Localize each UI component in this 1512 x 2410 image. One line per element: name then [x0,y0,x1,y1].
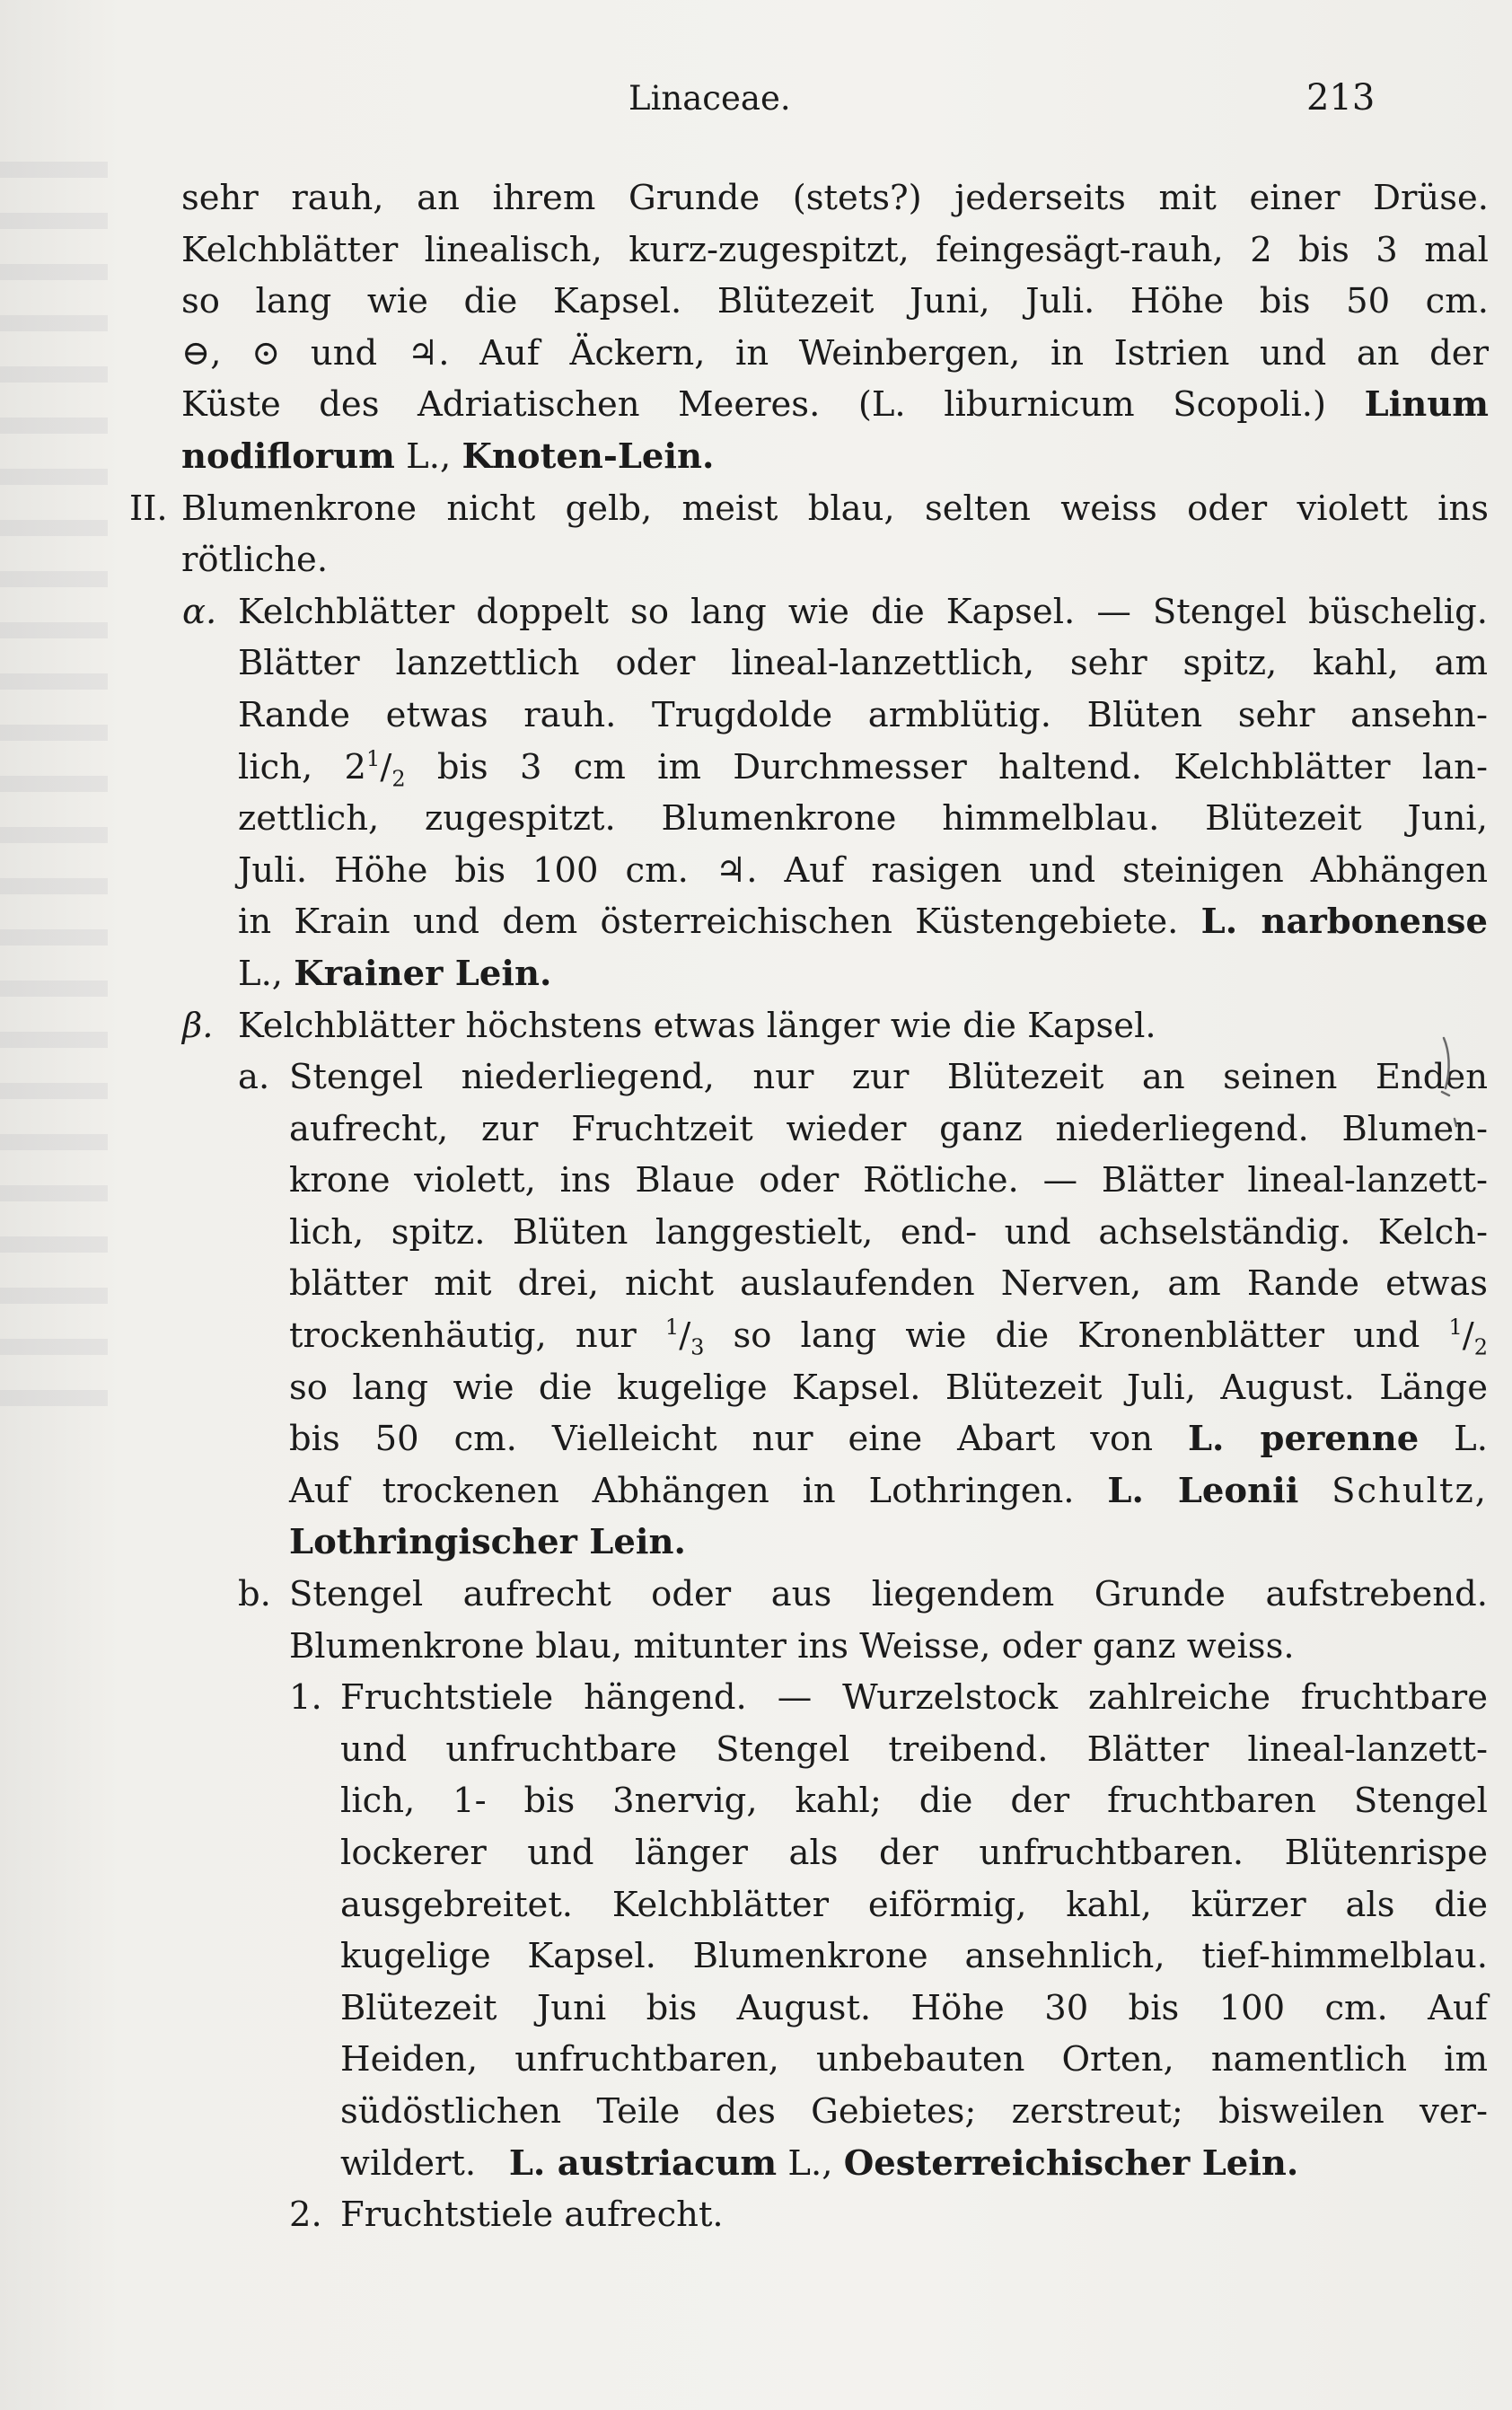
text-line: Blütezeit Juni bis August. Höhe 30 bis 100 cm. Auf [340,1987,1488,2028]
text-line: lich, spitz. Blüten langgestielt, end- und achselständig. Kelch- [289,1211,1488,1253]
a-line: a. Stengel niederliegend, nur zur Blütezeit an seinen Enden [289,1051,1488,1104]
beta-line: β. Kelchblätter höchstens etwas länger wie die Kapsel. [238,1000,1488,1052]
text-line: so lang wie die Kapsel. Blütezeit Juni, Juli. Höhe bis 50 cm. [181,281,1489,322]
text-line: Auf trockenen Abhängen in Lothringen. L. Leonii Schultz, [289,1470,1488,1511]
item-2-marker: 2. [289,2195,322,2236]
text-line: Küste des Adriatischen Meeres. (L. liburnicum Scopoli.) Linum [181,384,1489,426]
text-line: Lothringischer Lein. [289,1522,686,1563]
text-line: Blätter lanzettlich oder lineal-lanzettlich, sehr spitz, kahl, am [238,643,1488,684]
text-line: kugelige Kapsel. Blumenkrone ansehnlich, tief-himmelblau. [340,1936,1488,1977]
text-line: Juli. Höhe bis 100 cm. ♃. Auf rasigen und steinigen Abhängen [238,849,1488,891]
b-marker: b. [238,1574,271,1615]
running-header [0,72,1512,126]
text-line: lich, $2^1/_2$ bis 3 cm im Durchmesser haltend. Kelchblätter lan- [238,745,1488,792]
item-1-marker: 1. [289,1677,322,1719]
a-marker: a. [238,1057,270,1098]
item-2-line: 2. Fruchtstiele aufrecht. [289,2189,1488,2241]
text-line: ausgebreitet. Kelchblätter eiförmig, kahl, kürzer als die [340,1884,1488,1925]
text-line: lich, 1- bis 3nervig, kahl; die der fruchtbaren Stengel [340,1781,1488,1822]
text-line: Rande etwas rauh. Trugdolde armblütig. Blüten sehr ansehn- [238,694,1488,735]
item-1-line: 1. Fruchtstiele hängend. — Wurzelstock zahlreiche fruchtbare [340,1672,1488,1724]
beta-marker: β. [182,1005,214,1046]
text-line: ⊖, ⊙ und ♃. Auf Äckern, in Weinbergen, in Istrien und an der [181,332,1489,374]
text-line: bis 50 cm. Vielleicht nur eine Abart von L. perenne L. [289,1419,1488,1460]
text-line: und unfruchtbare Stengel treibend. Blätter lineal-lanzett- [340,1728,1488,1770]
text-line: L., Krainer Lein. [238,953,552,994]
text-line: krone violett, ins Blaue oder Rötliche. — Blätter lineal-lanzett- [289,1160,1488,1201]
alpha-marker: α. [182,591,217,632]
text-line: Blumenkrone blau, mitunter ins Weisse, oder ganz weiss. [289,1625,1295,1667]
text-line: nodiflorum L., Knoten-Lein. [181,435,715,477]
b-line: b. Stengel aufrecht oder aus liegendem Grunde aufstrebend. [289,1569,1488,1621]
text-line: aufrecht, zur Fruchtzeit wieder ganz niederliegend. Blumen- [289,1108,1488,1149]
text-line: zettlich, zugespitzt. Blumenkrone himmelblau. Blütezeit Juni, [238,798,1488,840]
text-line: blätter mit drei, nicht auslaufenden Nerven, am Rande etwas [289,1263,1488,1305]
text-line: in Krain und dem österreichischen Küstengebiete. L. narbonense [238,902,1488,943]
text-line: lockerer und länger als der unfruchtbaren. Blütenrispe [340,1833,1488,1873]
text-line: Heiden, unfruchtbaren, unbebauten Orten, namentlich im [340,2039,1488,2080]
text-line: Kelchblätter linealisch, kurz-zugespitzt, feingesägt-rauh, 2 bis 3 mal [181,229,1489,270]
show-through-text [0,162,108,1419]
section-II-line: II. Blumenkrone nicht gelb, meist blau, selten weiss oder violett ins [181,483,1489,535]
text-line: sehr rauh, an ihrem Grunde (stets?) jederseits mit einer Drüse. [181,178,1489,218]
section-marker: II. [129,488,168,529]
text-line: so lang wie die kugelige Kapsel. Blütezeit Juli, August. Länge [289,1367,1488,1408]
text-line: wildert. L. austriacum L., Oesterreichischer Lein. [340,2142,1299,2184]
text-line: südöstlichen Teile des Gebietes; zerstreut; bisweilen ver- [340,2090,1488,2132]
text-line: rötliche. [181,540,329,581]
page-number: 213 [1306,77,1376,119]
running-title: Linaceae. [629,79,791,118]
alpha-line: α. Kelchblätter doppelt so lang wie die Kapsel. — Stengel büschelig. [238,586,1488,638]
page-body [117,172,1489,2241]
pencil-margin-mark [1437,1033,1464,1131]
text-line: trockenhäutig, nur $^1/_3$ so lang wie die Kronenblätter und $^1/_2$ [289,1315,1488,1360]
